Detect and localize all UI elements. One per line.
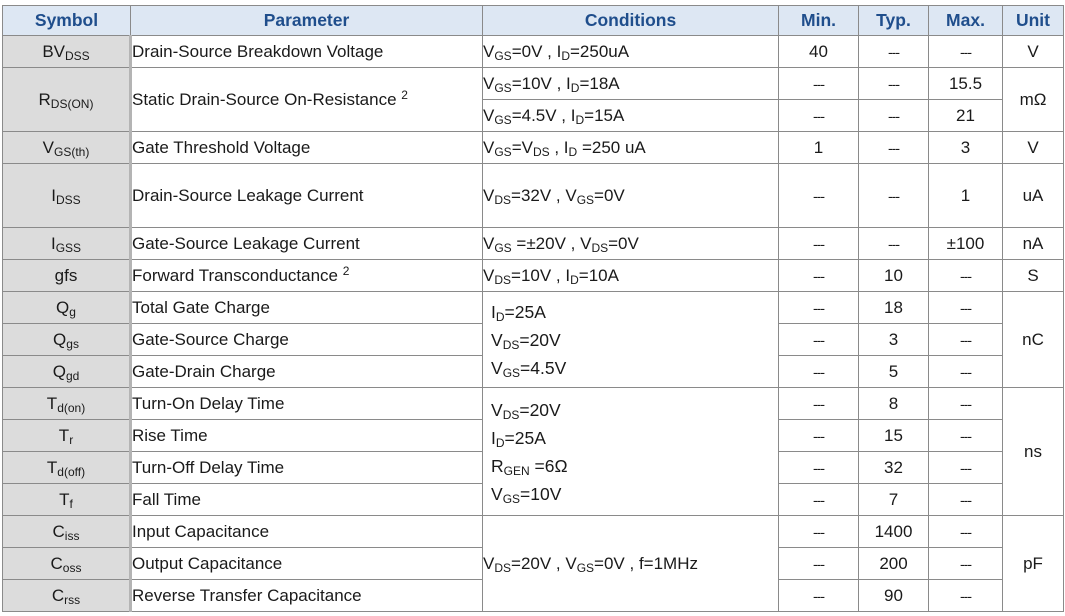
charge-cond-line: $I_D=25A$	[491, 301, 546, 324]
max-cell: ---	[929, 324, 1003, 356]
parameter-cell: Total Gate Charge	[131, 292, 483, 324]
max-cell: ---	[929, 420, 1003, 452]
min-cell: ---	[779, 228, 859, 260]
unit-cell: nA	[1003, 228, 1064, 260]
max-cell: ---	[929, 580, 1003, 612]
typ-cell: 3	[859, 324, 929, 356]
table-row-gfs	[3, 260, 1064, 292]
unit-cell: V	[1003, 132, 1064, 164]
header-max: Max.	[929, 6, 1003, 36]
unit-cell: pF	[1003, 516, 1064, 612]
max-cell: ±100	[929, 228, 1003, 260]
symbol-cell: $C_{rss}$	[3, 580, 131, 612]
typ-cell: 1400	[859, 516, 929, 548]
max-cell: ---	[929, 452, 1003, 484]
min-cell: 40	[779, 36, 859, 68]
min-cell: ---	[779, 260, 859, 292]
symbol-cell: $C_{oss}$	[3, 548, 131, 580]
min-cell: ---	[779, 388, 859, 420]
conditions-cell: $V_{GS} =\pm 20V$ , $V_{DS}=0V$	[483, 228, 779, 260]
parameter-cell: Gate-Source Leakage Current	[131, 228, 483, 260]
charge-cond-line: $V_{GS}=4.5V$	[491, 357, 567, 380]
typ-cell: ---	[859, 68, 929, 100]
parameter-cell: Drain-Source Leakage Current	[131, 164, 483, 228]
parameter-cell: Turn-On Delay Time	[131, 388, 483, 420]
min-cell: ---	[779, 580, 859, 612]
header-typ: Typ.	[859, 6, 929, 36]
max-cell: ---	[929, 388, 1003, 420]
symbol-cell: $V_{GS(th)}$	[3, 132, 131, 164]
parameter-cell: Static Drain-Source On-Resistance $^2$	[131, 68, 483, 132]
min-cell: ---	[779, 484, 859, 516]
symbol-cell: $Q_{gs}$	[3, 324, 131, 356]
unit-cell: uA	[1003, 164, 1064, 228]
table-row-vgsth	[3, 132, 1064, 164]
max-cell: 3	[929, 132, 1003, 164]
symbol-cell: $Q_{gd}$	[3, 356, 131, 388]
unit-cell: mΩ	[1003, 68, 1064, 132]
parameter-cell: Reverse Transfer Capacitance	[131, 580, 483, 612]
conditions-cell: $V_{GS}=0V$ , $I_D=250uA$	[483, 36, 779, 68]
table-row-qg	[3, 292, 1064, 324]
min-cell: ---	[779, 356, 859, 388]
conditions-cell: $V_{GS}=V_{DS}$ , $I_D =250$ uA	[483, 132, 779, 164]
typ-cell: ---	[859, 228, 929, 260]
unit-cell: nC	[1003, 292, 1064, 388]
header-conditions: Conditions	[483, 6, 779, 36]
switch-cond-line: $V_{GS}=10V$	[491, 483, 562, 506]
min-cell: ---	[779, 324, 859, 356]
symbol-cell: $C_{iss}$	[3, 516, 131, 548]
symbol-cell: $I_{DSS}$	[3, 164, 131, 228]
conditions-cell-capacitance: $V_{DS}=20V$ , $V_{GS}=0V$ , f=1MHz	[483, 516, 779, 612]
symbol-cell: $Q_g$	[3, 292, 131, 324]
table-row-ciss	[3, 516, 1064, 548]
switch-cond-line: $V_{DS}=20V$	[491, 399, 561, 422]
table-row-tdon	[3, 388, 1064, 420]
typ-cell: ---	[859, 100, 929, 132]
typ-cell: 10	[859, 260, 929, 292]
max-cell: ---	[929, 292, 1003, 324]
conditions-cell-charge	[483, 292, 779, 388]
typ-cell: ---	[859, 132, 929, 164]
symbol-cell: $BV_{DSS}$	[3, 36, 131, 68]
typ-cell: 15	[859, 420, 929, 452]
conditions-cell: $V_{GS}=4.5V$ , $I_D=15A$	[483, 100, 779, 132]
parameter-cell: Fall Time	[131, 484, 483, 516]
conditions-cell: $V_{GS}=10V$ , $I_D=18A$	[483, 68, 779, 100]
max-cell: ---	[929, 548, 1003, 580]
min-cell: ---	[779, 452, 859, 484]
max-cell: ---	[929, 516, 1003, 548]
header-row	[3, 6, 1064, 36]
typ-cell: 200	[859, 548, 929, 580]
min-cell: ---	[779, 516, 859, 548]
conditions-cell: $V_{DS}=10V$ , $I_D=10A$	[483, 260, 779, 292]
typ-cell: 18	[859, 292, 929, 324]
symbol-cell: $T_{d(on)}$	[3, 388, 131, 420]
conditions-cell: $V_{DS}=32V$ , $V_{GS}=0V$	[483, 164, 779, 228]
max-cell: 15.5	[929, 68, 1003, 100]
symbol-cell: $T_{d(off)}$	[3, 452, 131, 484]
parameter-cell: Gate-Source Charge	[131, 324, 483, 356]
electrical-characteristics-table	[2, 5, 1064, 612]
symbol-cell: $I_{GSS}$	[3, 228, 131, 260]
table-row-bvdss	[3, 36, 1064, 68]
max-cell: 1	[929, 164, 1003, 228]
max-cell: ---	[929, 484, 1003, 516]
typ-cell: 5	[859, 356, 929, 388]
typ-cell: 7	[859, 484, 929, 516]
parameter-cell: Gate-Drain Charge	[131, 356, 483, 388]
min-cell: ---	[779, 292, 859, 324]
typ-cell: 32	[859, 452, 929, 484]
parameter-cell: Output Capacitance	[131, 548, 483, 580]
symbol-cell: $T_r$	[3, 420, 131, 452]
symbol-cell: $R_{DS(ON)}$	[3, 68, 131, 132]
switch-cond-line: $R_{GEN} =6\Omega$	[491, 455, 568, 478]
table-row-igss	[3, 228, 1064, 260]
header-unit: Unit	[1003, 6, 1064, 36]
typ-cell: 90	[859, 580, 929, 612]
charge-cond-line: $V_{DS}=20V$	[491, 329, 561, 352]
symbol-cell: gfs	[3, 260, 131, 292]
table-row-idss	[3, 164, 1064, 228]
unit-cell: ns	[1003, 388, 1064, 516]
parameter-cell: Drain-Source Breakdown Voltage	[131, 36, 483, 68]
header-parameter: Parameter	[131, 6, 483, 36]
unit-cell: V	[1003, 36, 1064, 68]
min-cell: 1	[779, 132, 859, 164]
switch-cond-line: $I_D=25A$	[491, 427, 546, 450]
max-cell: ---	[929, 260, 1003, 292]
min-cell: ---	[779, 548, 859, 580]
min-cell: ---	[779, 420, 859, 452]
min-cell: ---	[779, 68, 859, 100]
typ-cell: ---	[859, 36, 929, 68]
parameter-cell: Turn-Off Delay Time	[131, 452, 483, 484]
table-row-rdson	[3, 68, 1064, 100]
conditions-cell-switching	[483, 388, 779, 516]
parameter-cell: Gate Threshold Voltage	[131, 132, 483, 164]
symbol-cell: $T_f$	[3, 484, 131, 516]
max-cell: ---	[929, 356, 1003, 388]
min-cell: ---	[779, 164, 859, 228]
header-min: Min.	[779, 6, 859, 36]
parameter-cell: Rise Time	[131, 420, 483, 452]
header-symbol: Symbol	[3, 6, 131, 36]
typ-cell: ---	[859, 164, 929, 228]
parameter-cell: Input Capacitance	[131, 516, 483, 548]
max-cell: ---	[929, 36, 1003, 68]
min-cell: ---	[779, 100, 859, 132]
unit-cell: S	[1003, 260, 1064, 292]
typ-cell: 8	[859, 388, 929, 420]
max-cell: 21	[929, 100, 1003, 132]
parameter-cell: Forward Transconductance $^2$	[131, 260, 483, 292]
